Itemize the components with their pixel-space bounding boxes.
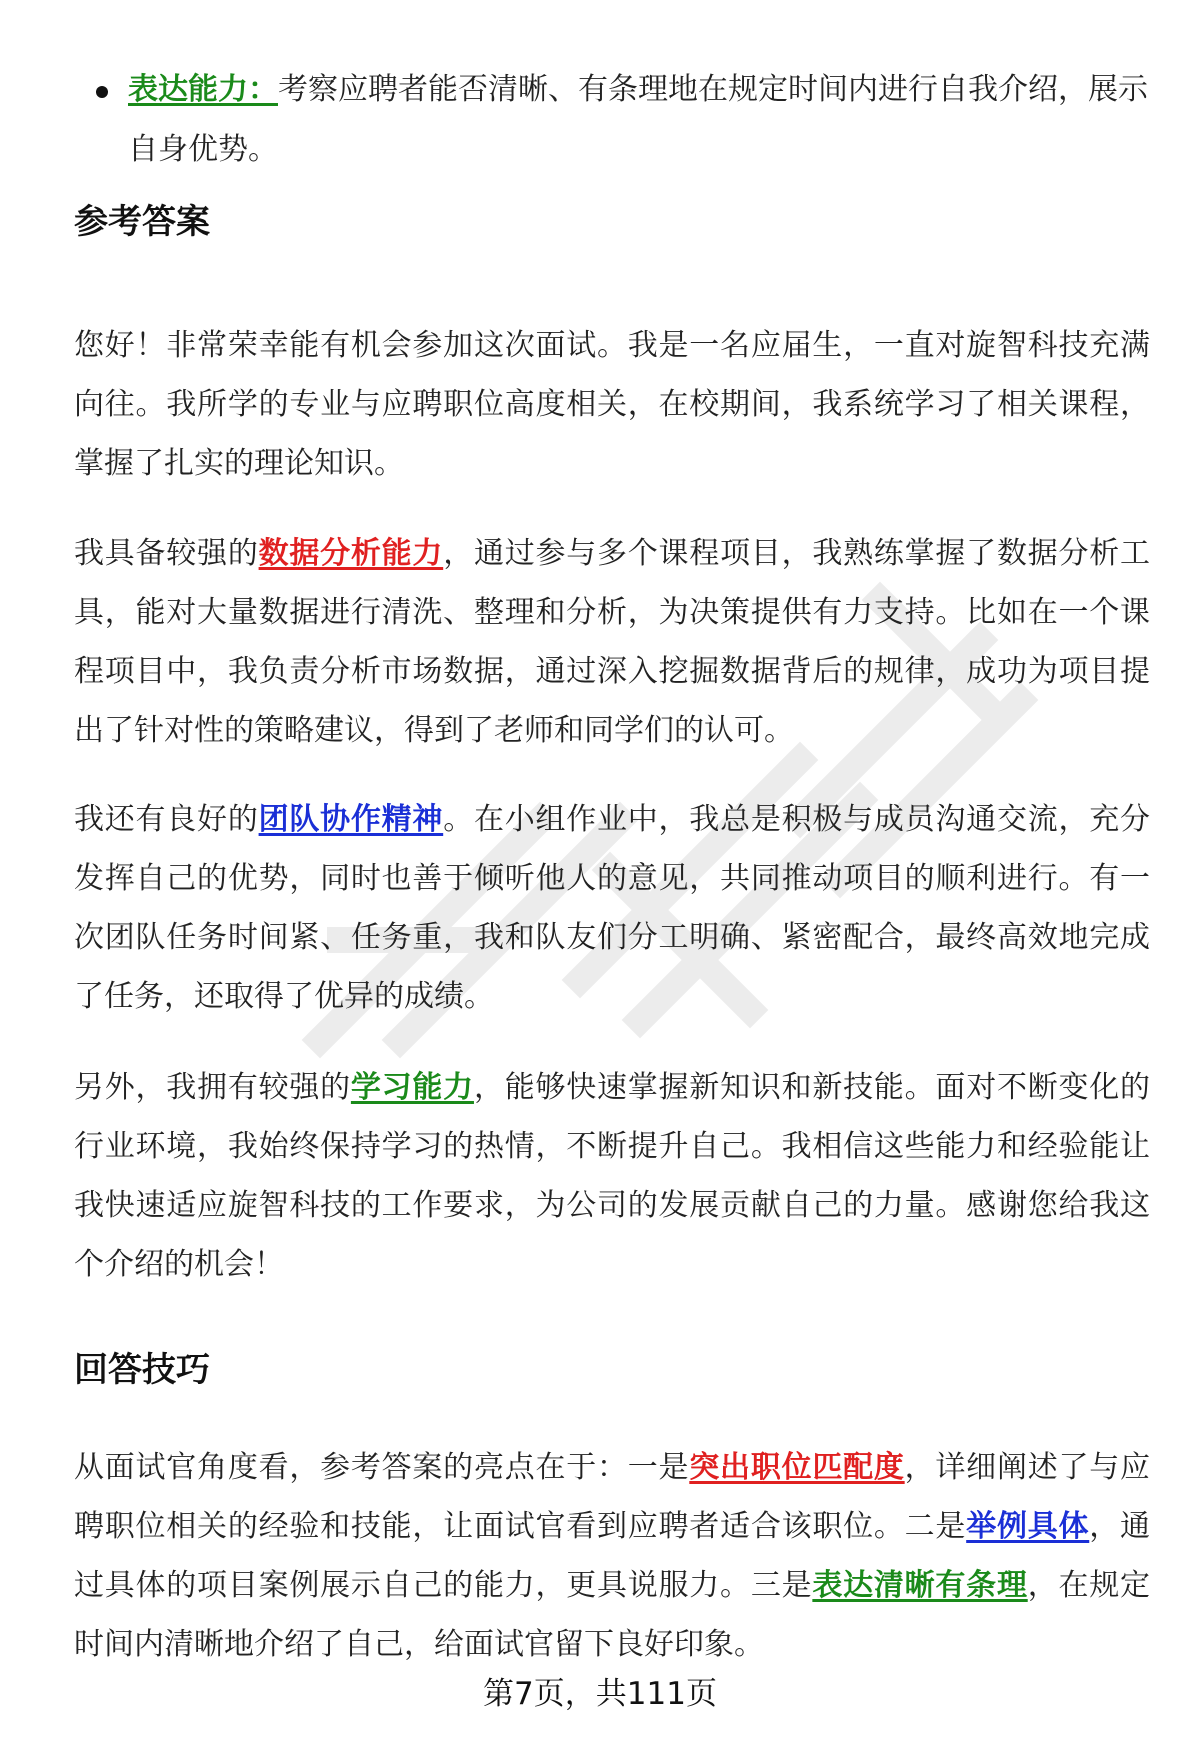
bullet-description: 考察应聘者能否清晰、有条理地在规定时间内进行自我介绍，展示自身优势。 <box>128 72 1148 167</box>
highlight-teamwork: 团队协作精神 <box>258 802 444 837</box>
text-run: ，通过具体的项目案例展示自己的能力，更具说服力。三是 <box>74 1509 1151 1603</box>
heading-answer-tips: 回答技巧 <box>74 1350 210 1390</box>
text-run: 我具备较强的 <box>74 536 259 571</box>
answer-paragraph-3 <box>74 790 1150 1026</box>
answer-paragraph-4 <box>74 1058 1150 1294</box>
text-run: 从面试官角度看，参考答案的亮点在于：一是 <box>74 1450 690 1485</box>
text-run: 另外，我拥有较强的 <box>74 1070 351 1105</box>
tips-paragraph <box>74 1438 1150 1674</box>
bullet-text <box>128 60 1150 180</box>
bullet-label: 表达能力： <box>128 72 278 107</box>
highlight-specific-examples: 举例具体 <box>966 1509 1090 1544</box>
highlight-clear-expression: 表达清晰有条理 <box>812 1568 1028 1603</box>
text-run: ，能够快速掌握新知识和新技能。面对不断变化的行业环境，我始终保持学习的热情，不断提升自己。我相信这些能力和经验能让我快速适应旋智科技的工作要求，为公司的发展贡献自己的力量。感谢您给我这个介绍的机会！ <box>74 1070 1151 1282</box>
text-run: ，详细阐述了与应聘职位相关的经验和技能，让面试官看到应聘者适合该职位。二是 <box>74 1450 1151 1544</box>
heading-reference-answer: 参考答案 <box>74 202 210 242</box>
highlight-learning: 学习能力 <box>350 1070 474 1105</box>
text-run: ，通过参与多个课程项目，我熟练掌握了数据分析工具，能对大量数据进行清洗、整理和分析，为决策提供有力支持。比如在一个课程项目中，我负责分析市场数据，通过深入挖掘数据背后的规律，成功为项目提出了针对性的策略建议，得到了老师和同学们的认可。 <box>74 536 1151 748</box>
text-run: 。在小组作业中，我总是积极与成员沟通交流，充分发挥自己的优势，同时也善于倾听他人的意见，共同推动项目的顺利进行。有一次团队任务时间紧、任务重，我和队友们分工明确、紧密配合，最终高效地完成了任务，还取得了优异的成绩。 <box>74 802 1151 1014</box>
highlight-data-analysis: 数据分析能力 <box>258 536 444 571</box>
text-run: 我还有良好的 <box>74 802 259 837</box>
answer-paragraph-2 <box>74 524 1150 760</box>
highlight-job-match: 突出职位匹配度 <box>689 1450 905 1485</box>
text-run: ，在规定时间内清晰地介绍了自己，给面试官留下良好印象。 <box>74 1568 1151 1662</box>
page-number: 第7页，共111页 <box>483 1676 717 1712</box>
answer-paragraph-1: 您好！非常荣幸能有机会参加这次面试。我是一名应届生，一直对旋智科技充满向往。我所学的专业与应聘职位高度相关，在校期间，我系统学习了相关课程，掌握了扎实的理论知识。 <box>74 328 1150 481</box>
bullet-dot <box>96 86 108 98</box>
bullet-item <box>96 60 1150 180</box>
